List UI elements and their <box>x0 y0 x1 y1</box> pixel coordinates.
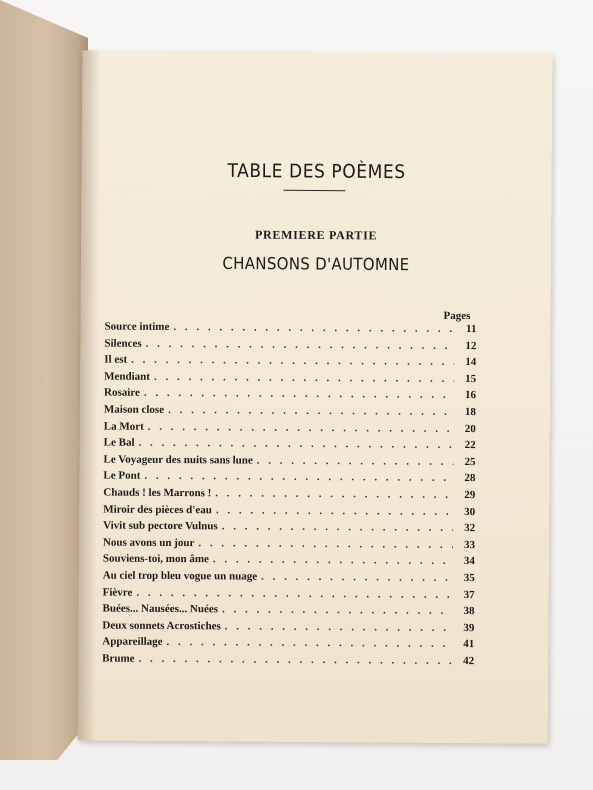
toc-entry-title: Buées... Nausées... Nuées <box>102 602 219 616</box>
toc-entry-page: 15 <box>465 372 477 385</box>
dot-leader <box>146 337 455 351</box>
table-of-contents <box>102 321 476 672</box>
toc-entry-page: 20 <box>464 422 476 435</box>
toc-entry-title: Souviens-toi, mon âme <box>102 552 209 566</box>
dot-leader <box>154 371 454 385</box>
toc-entry-page: 38 <box>463 605 475 618</box>
toc-entry-title: Deux sonnets Acrostiches <box>102 619 221 633</box>
toc-entry <box>102 652 474 671</box>
dot-leader <box>136 586 452 600</box>
toc-entry-title: Le Pont <box>103 469 141 483</box>
toc-entry-page: 37 <box>463 588 475 601</box>
toc-entry-page: 12 <box>465 339 477 352</box>
toc-entry-title: Silences <box>104 337 142 350</box>
toc-entry-title: Mendiant <box>104 370 151 383</box>
toc-entry-page: 29 <box>464 488 476 502</box>
dot-leader <box>139 437 454 451</box>
dot-leader <box>144 470 453 484</box>
toc-entry-title: Le Voyageur des nuits sans lune <box>103 453 253 467</box>
toc-entry-page: 25 <box>464 455 476 468</box>
section-heading: CHANSONS D'AUTOMNE <box>222 253 410 275</box>
toc-entry-page: 32 <box>464 522 476 535</box>
toc-entry-title: Source intime <box>104 320 170 333</box>
title-divider <box>283 190 345 191</box>
dot-leader <box>168 404 454 418</box>
dot-leader <box>139 653 453 667</box>
toc-entry-page: 42 <box>463 654 475 667</box>
dot-leader <box>257 454 454 467</box>
toc-entry-title: Au ciel trop bleu vogue un nuage <box>102 569 258 583</box>
dot-leader <box>198 537 453 551</box>
toc-entry-page: 18 <box>464 406 476 419</box>
toc-entry-page: 11 <box>466 323 477 336</box>
dot-leader <box>173 321 454 335</box>
toc-entry-title: Brume <box>102 652 135 665</box>
dot-leader <box>225 620 453 634</box>
dot-leader <box>261 571 453 584</box>
toc-entry-page: 35 <box>463 571 475 585</box>
dot-leader <box>213 554 453 568</box>
toc-entry-page: 14 <box>465 356 477 369</box>
toc-entry-title: Nous avons un jour <box>102 536 195 549</box>
dot-leader <box>131 354 454 368</box>
toc-entry-title: Le Bal <box>103 436 135 449</box>
pages-column-label: Pages <box>443 309 471 323</box>
dot-leader <box>222 520 453 534</box>
toc-entry-page: 30 <box>464 505 476 518</box>
toc-entry-title: Il est <box>104 353 128 366</box>
toc-entry-page: 33 <box>463 538 476 551</box>
dot-leader <box>148 420 454 434</box>
dot-leader <box>215 487 453 501</box>
toc-entry-page: 34 <box>463 555 475 568</box>
toc-entry-title: Appareillage <box>102 635 163 649</box>
book-page <box>78 50 553 743</box>
page-title: TABLE DES POÈMES <box>227 160 406 184</box>
toc-entry-title: Fièvre <box>102 586 133 599</box>
toc-entry-page: 16 <box>464 389 477 402</box>
dot-leader <box>167 636 453 650</box>
toc-entry-title: Rosaire <box>103 386 140 400</box>
toc-entry-page: 39 <box>463 621 475 634</box>
dot-leader <box>144 387 454 401</box>
toc-entry-title: Chauds ! les Marrons ! <box>103 486 212 500</box>
toc-entry-page: 41 <box>463 638 475 651</box>
dot-leader <box>216 504 453 518</box>
toc-entry-page: 22 <box>464 439 476 452</box>
toc-entry-title: Miroir des pièces d'eau <box>103 503 212 516</box>
toc-entry-title: La Mort <box>103 420 144 433</box>
toc-entry-title: Vivit sub pectore Vulnus <box>103 519 218 533</box>
dot-leader <box>222 603 453 617</box>
part-heading: PREMIERE PARTIE <box>254 227 378 243</box>
left-page-edge <box>0 0 88 760</box>
toc-entry-page: 28 <box>464 472 476 485</box>
toc-entry-title: Maison close <box>103 403 165 416</box>
